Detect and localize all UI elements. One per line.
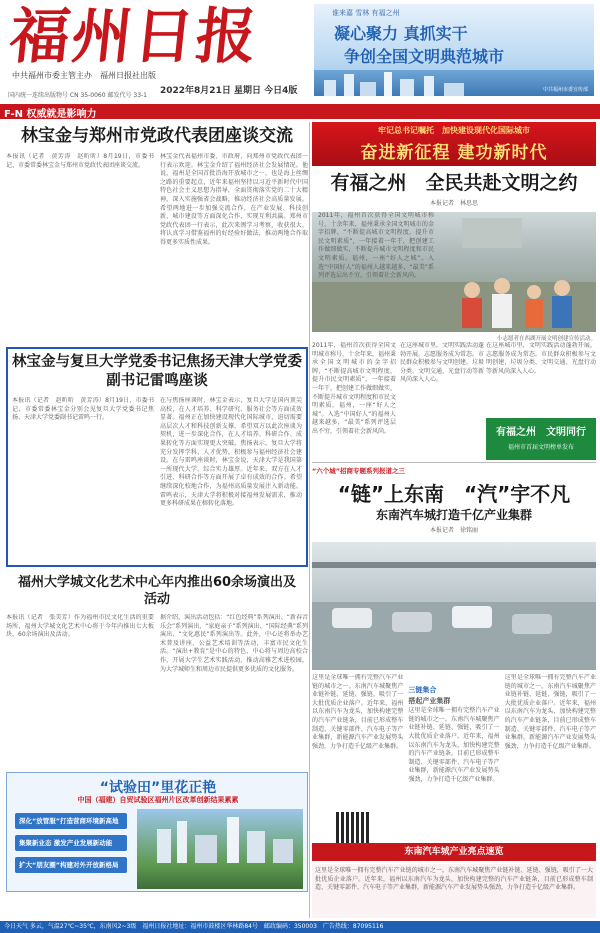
article-civilization[interactable]: [312, 170, 596, 207]
banner-line1: 凝心聚力 真抓实干: [334, 24, 468, 43]
article-body: 这里是全球唯一拥有完整汽车产业链的城市之一。东南汽车城聚焦产业链补链、延链、强链，吸引了一大批优质企业落户。近年来，福州以东南汽车为龙头，加快构建完整的汽车产业链条，目前已形成整车制造、关键零部件、汽车电子等产业集群，新能源汽车产业发展势头强劲，力争打造千亿级产业集群。: [312, 674, 404, 750]
pilot-zone-photo: [137, 809, 303, 889]
highlights-body: 这里是全球唯一拥有完整汽车产业链的城市之一。东南汽车城聚焦产业链补链、延链、强链，吸引了一大批优质企业落户。近年来，福州以东南汽车为龙头，加快构建完整的汽车产业链条，目前已形成整车制造、关键零部件、汽车电子等产业集群，新能源汽车产业发展势头强劲，力争打造千亿级产业集群。: [312, 864, 596, 918]
article-body-continued: 三链集合 搭起产业集群 这里是全球唯一拥有完整汽车产业链的城市之一。东南汽车城聚焦产业链补链、延链、强链，吸引了一大批优质企业落户。近年来，福州以东南汽车为龙头，加快构建完整的汽车产业链条，目前已形成整车制造、关键零部件、汽车电子等产业集群，新能源汽车产业发展势头强劲，力争打造千亿级产业集群。: [408, 686, 500, 783]
article-body: 在与焦扬座谈时，林宝金表示，复旦大学是国内顶尖高校，在人才培养、科学研究、服务社会等方面成效显著。福州正在加快建设现代化国际城市，迫切需要高层次人才和科技创新支撑，希望双方以此次座谈为契机，进一步深化合作，在人才培养、科研合作、成果转化等方面实现更大突破。焦扬表示，复旦大学将充分发挥学科、人才优势，积极参与福州经济社会建设。在与雷鸣座谈时，林宝金说，天津大学是我国第一所现代大学，综合实力雄厚。近年来，双方在人才引进、科研合作等方面开展了卓有成效的合作。希望继续深化校地合作，为福州高质量发展注入新动能。雷鸣表示，天津大学将积极对接福州发展需求，推动更多科研成果在榕转化落地。: [160, 397, 302, 508]
series-label: “六个城”招商专题系列报道之三: [312, 467, 406, 475]
banner-top-text: 谁来嘉 雪林 有福之州: [332, 9, 400, 17]
article-southeast-auto[interactable]: [312, 466, 596, 534]
article-body-right: 这里是全球唯一拥有完整汽车产业链的城市之一。东南汽车城聚焦产业链补链、延链、强链，吸引了一大批优质企业落户。近年来，福州以东南汽车为龙头，加快构建完整的汽车产业链条，目前已形成整车制造、关键零部件、汽车电子等产业集群，新能源汽车产业发展势头强劲，力争打造千亿级产业集群。: [504, 674, 596, 750]
banner-motto: 奋进新征程 建功新时代: [360, 143, 548, 163]
article-byline: 本报记者 林思思: [429, 200, 478, 207]
issue-date: 2022年8月21日 星期日 今日4版: [160, 86, 298, 96]
promo-item: 深化“放管服”打造营商环境新高地: [15, 813, 127, 829]
badge-subtitle: 福州市首届文明榜单发布: [507, 444, 574, 451]
photo-caption: 小志愿者在西湖开展文明创建宣传活动。: [496, 336, 596, 342]
promo-item: 扩大“朋友圈”构建对外开放新格局: [15, 857, 127, 873]
article-title: 林宝金与复旦大学党委书记焦扬天津大学党委副书记雷鸣座谈: [12, 354, 302, 389]
article-title: 有福之州 全民共赴文明之约: [330, 172, 578, 194]
promo-item: 集聚新业态 激发产业发展新动能: [15, 835, 127, 851]
promo-subtitle: 中国（福建）自贸试验区福州片区改革创新结果累累: [77, 796, 239, 804]
article-byline: 本报讯（记者 张美芳）作为福州市民文化生活的重要场所，福州大学城文化艺术中心将于今年内推出七大板块，60余场演出及活动。: [6, 614, 154, 639]
banner-slogan: 牢记总书记嘱托 加快建设现代化国际城市: [378, 126, 530, 135]
article-body: 林宝金代表福州市委、市政府，向郑州市党政代表团一行表示欢迎。林宝金介绍了福州经济社会发展情况。他说，福州是全国首批沿海开放城市之一，也是海上丝绸之路的重要起点，近年来福州坚持以习近平新时代中国特色社会主义思想为指导，全面贯彻落实党的二十大精神，深入实施强省会战略，推动经济社会高质量发展。希望两地进一步加强交流合作，在产业发展、科技创新、城市建设等方面深化合作，实现互利共赢。郑州市党政代表团一行表示，此次来闽学习考察，收获很大，将认真学习借鉴福州的好经验好做法，推动两地合作取得更多实质性成果。: [160, 153, 308, 246]
article-body-continued: 在这座城市里，文明实践活动蓬勃开展，志愿服务成为常态。市民群众积极参与文明创建，垃圾分类、文明交通、光盘行动等新风尚深入人心。: [400, 342, 484, 384]
article-columns: [312, 342, 484, 458]
footer-bar: 今日天气 多云，气温27℃~35℃，东南风2~3级 福州日报社地址：福州市鼓楼区华林路84号 邮政编码：350003 广告热线：87095116: [0, 921, 600, 933]
subhead: 三链集合: [408, 686, 437, 694]
highlights-banner: 东南汽车城产业亮点速览: [312, 843, 596, 861]
masthead: [0, 0, 600, 103]
subhead-2: 搭起产业集群: [408, 696, 451, 705]
publication-info: 国内统一连续出版物号 CN 35-0060 邮发代号 33-1: [8, 92, 147, 99]
auto-factory-photo: [312, 542, 596, 670]
article-linbaojin-fudan[interactable]: [6, 347, 308, 567]
article-title: “链”上东南 “汽”宇不凡: [337, 482, 571, 506]
auto-article-body: [312, 674, 596, 812]
section-bar: [0, 104, 600, 119]
newspaper-title: 福州日报: [6, 2, 262, 72]
article-byline: 本报讯（记者 黄芳涛 赵昕昕）8月19日，市委书记、市委常委林宝金与郑州市党政代表团座谈交流。: [6, 153, 154, 169]
column-divider: [309, 122, 310, 918]
article-title: 林宝金与郑州市党政代表团座谈交流: [21, 126, 293, 146]
article-linbaojin-zhengzhou[interactable]: [6, 126, 308, 323]
banner-line2: 争创全国文明典范城市: [344, 47, 505, 66]
top-red-banner: [312, 122, 596, 166]
article-body: 2011年，福州首次获得全国文明城市称号，十余年来，福州秉承全国文明城市的金字招牌，“不断提高城市文明程度，提升市民文明素质”，一年接着一年干，把创建工作做细做实，不断提升城市文明程度和市民文明素质。福州，一座“好人之城”。入选“中国好人”的福州人越来越多，“最美”系列评选层出不穷，引领着社会新风尚。: [312, 342, 396, 435]
promo-pilot-zone[interactable]: [6, 772, 308, 892]
banner-caption: 中共福州市委宣传部: [542, 87, 588, 93]
article-byline: 本报讯（记者 赵昕昕 黄芳涛）8月19日，市委书记、市委常委林宝金分别会见复旦大学党委书记焦扬、天津大学党委副书记雷鸣一行。: [12, 397, 154, 422]
promo-title: “试验田”里花正艳: [99, 780, 217, 796]
article-university-arts-center[interactable]: [6, 574, 308, 766]
section-divider: [312, 462, 596, 463]
civilization-badge[interactable]: [486, 418, 596, 460]
publisher-line: 中共福州市委主管主办 福州日报社出版: [12, 71, 156, 80]
article-body-right: 在这座城市里，文明实践活动蓬勃开展，志愿服务成为常态。市民群众积极参与文明创建，垃圾分类、文明交通、光盘行动等新风尚深入人心。: [486, 342, 596, 375]
article-intro: 2011年，福州首次获得全国文明城市称号，十余年来，福州秉承全国文明城市的金字招牌，“不断提高城市文明程度，提升市民文明素质”，一年接着一年干，把创建工作做细做实，不断提升城市文明程度和市民文明素质。福州，一座“好人之城”。入选“中国好人”的福州人越来越多，“最美”系列评选层出不穷，引领着社会新风尚。: [318, 212, 434, 280]
qr-code[interactable]: [336, 812, 370, 846]
header-banner: [314, 4, 594, 96]
article-byline: 本报记者 徐铭丽: [429, 527, 478, 534]
badge-title: 有福之州 文明同行: [496, 427, 586, 438]
article-body: 据介绍，演出活动包括：“红色经典”系列演出、“新春音乐会”系列演出、“家庭亲子”系列演出、“国际经典”系列演出、“文化惠民”系列演出等。此外，中心还将举办艺术普及讲座、公益艺术培训等活动，丰富市民文化生活。“演出+教育”是中心的特色，中心将与周边高校合作，开展大学生艺术实践活动，推动高雅艺术进校园，为大学城师生和周边市民提供更多优质的文化服务。: [160, 614, 308, 673]
article-title: 福州大学城文化艺术中心年内推出60余场演出及活动: [17, 575, 297, 607]
article-subtitle: 东南汽车城打造千亿产业集群: [375, 508, 532, 522]
section-label: F-N 权威就是影响力: [4, 109, 97, 120]
